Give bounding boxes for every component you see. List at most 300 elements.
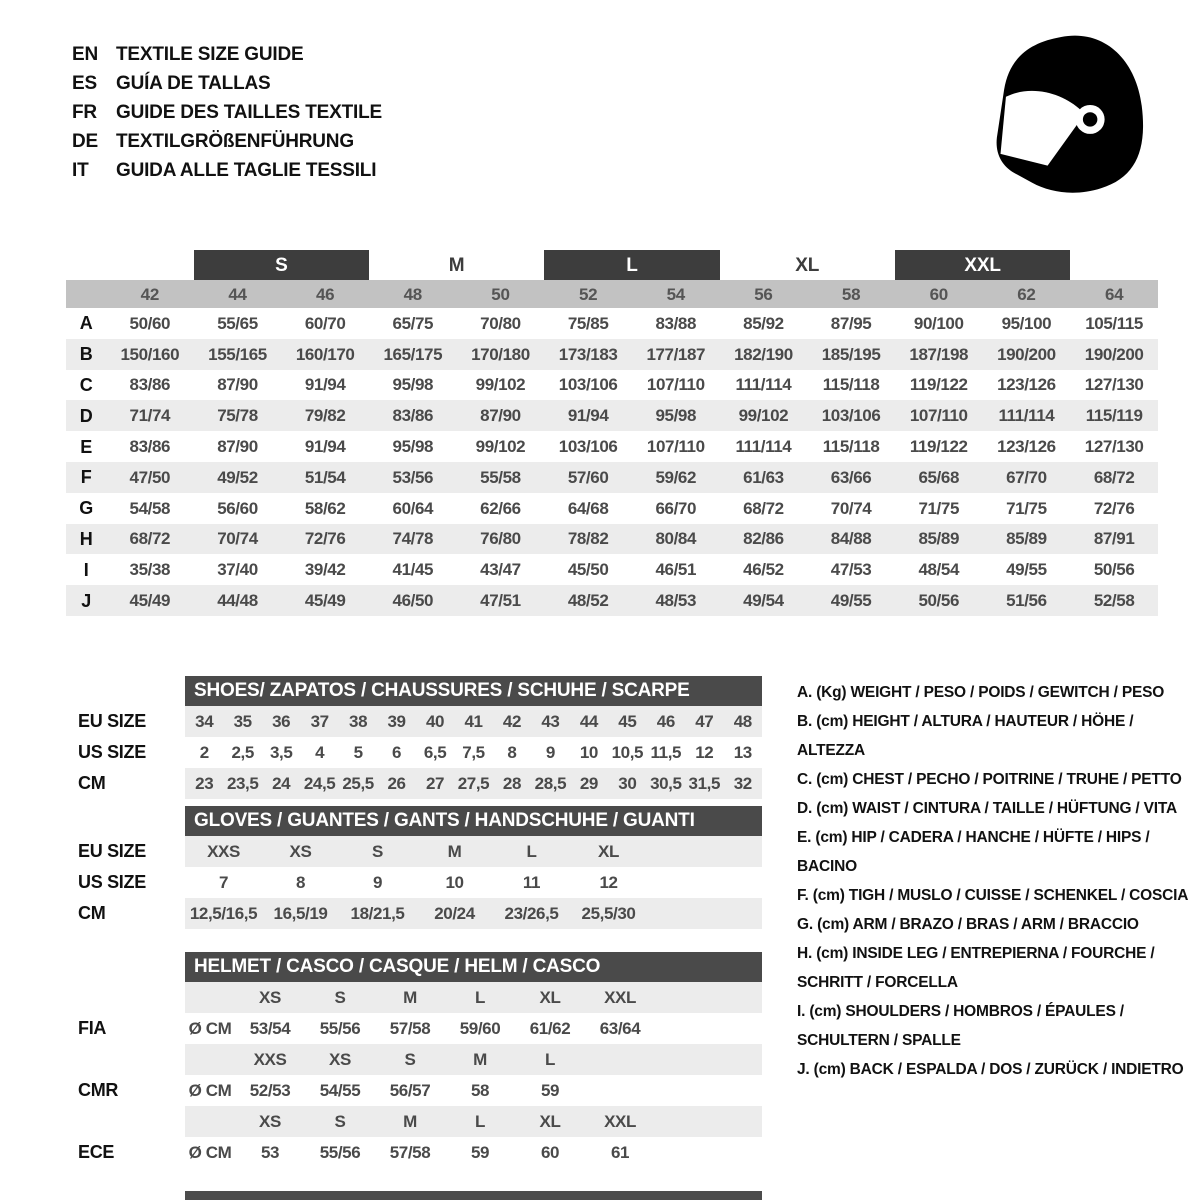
- size-value-cell: 71/75: [1006, 498, 1047, 518]
- column-header-cell: 44: [194, 280, 282, 308]
- value-cell: 25,5/30: [581, 903, 636, 923]
- value-cell: XL: [598, 841, 619, 861]
- size-value-cell: 46/51: [655, 560, 697, 580]
- row-label: F: [66, 462, 106, 493]
- value-cell: 26: [387, 773, 406, 793]
- size-value-cell: 99/102: [475, 437, 526, 457]
- size-value-cell: 58/62: [304, 498, 346, 518]
- size-value-cell: 115/118: [822, 375, 880, 395]
- size-value-cell: 123/126: [997, 375, 1056, 395]
- unit-cell: Ø CM: [188, 1080, 232, 1100]
- value-cell: XS: [329, 1049, 351, 1069]
- value-cell: L: [475, 1111, 485, 1131]
- size-value-cell: 107/110: [646, 437, 705, 457]
- value-cell: 32: [733, 773, 752, 793]
- value-cell: M: [403, 1111, 417, 1131]
- value-cell: 7,5: [462, 742, 485, 762]
- language-code: EN: [72, 44, 98, 65]
- value-cell: 11,5: [650, 742, 682, 762]
- value-cell: 10,5: [611, 742, 644, 762]
- size-value-cell: 82/86: [720, 524, 808, 555]
- gloves-cm-label: CM: [78, 903, 106, 923]
- size-value-cell: 41/45: [392, 560, 434, 580]
- value-cell: 23: [195, 773, 214, 793]
- measurement-row: [66, 308, 1158, 339]
- value-cell: 43: [541, 711, 560, 731]
- size-value-cell: 78/82: [544, 524, 632, 555]
- value-cell: XS: [259, 987, 281, 1007]
- value-cell: 53: [260, 1142, 280, 1162]
- language-row: [72, 69, 382, 98]
- value-cell: 38: [349, 711, 368, 731]
- size-value-cell: 85/89: [895, 524, 983, 555]
- size-value-cell: 123/126: [997, 437, 1056, 457]
- language-title: TEXTILE SIZE GUIDE: [116, 44, 304, 65]
- shoes-cm-row: [185, 768, 762, 799]
- size-value-cell: 95/98: [392, 437, 434, 457]
- size-value-cell: 85/89: [983, 524, 1071, 555]
- size-value-cell: 95/98: [632, 400, 720, 431]
- size-value-cell: 87/95: [830, 313, 872, 333]
- size-value-cell: 37/40: [217, 560, 258, 580]
- size-value-cell: 95/98: [392, 375, 434, 395]
- measurement-legend: [797, 678, 1199, 1084]
- helmet-cmr-values-row: [185, 1075, 762, 1106]
- value-cell: 9: [545, 742, 555, 762]
- size-value-cell: 70/74: [830, 498, 872, 518]
- size-value-cell: 87/90: [217, 437, 258, 457]
- size-value-cell: 91/94: [304, 375, 346, 395]
- size-value-cell: 91/94: [544, 400, 632, 431]
- size-value-cell: 190/200: [983, 339, 1071, 370]
- size-value-cell: 66/70: [655, 498, 697, 518]
- value-cell: 5: [353, 742, 363, 762]
- value-cell: S: [404, 1049, 416, 1069]
- value-cell: 45: [618, 711, 637, 731]
- size-value-cell: 91/94: [304, 437, 346, 457]
- value-cell: 8: [507, 742, 517, 762]
- language-title-list: [72, 40, 382, 185]
- value-cell: 28,5: [534, 773, 567, 793]
- size-value-cell: 90/100: [913, 313, 964, 333]
- measurement-row: [66, 585, 1158, 616]
- value-cell: 58: [470, 1080, 490, 1100]
- legend-item: J. (cm) BACK / ESPALDA / DOS / ZURÜCK / INDIETRO: [797, 1061, 1184, 1078]
- value-cell: XXS: [253, 1049, 287, 1069]
- size-value-cell: 70/74: [194, 524, 282, 555]
- size-value-cell: 80/84: [632, 524, 720, 555]
- language-code: FR: [72, 102, 97, 123]
- value-cell: XS: [289, 841, 312, 861]
- value-cell: 10: [445, 872, 464, 892]
- size-value-cell: 55/58: [457, 462, 545, 493]
- value-cell: 2,5: [231, 742, 254, 762]
- legend-item: A. (Kg) WEIGHT / PESO / POIDS / GEWITCH / PESO: [797, 684, 1165, 701]
- column-header-cell: 64: [1070, 280, 1158, 308]
- measurement-row: [66, 462, 1158, 493]
- size-group-row: [66, 250, 1158, 280]
- value-cell: 2: [199, 742, 209, 762]
- size-value-cell: 190/200: [1070, 339, 1158, 370]
- legend-item: I. (cm) SHOULDERS / HOMBROS / ÉPAULES / SCHULTERN / SPALLE: [797, 1003, 1124, 1049]
- helmet-ece-sizes-row: [185, 1106, 762, 1137]
- size-value-cell: 103/106: [558, 437, 618, 457]
- value-cell: S: [372, 841, 383, 861]
- value-cell: XS: [259, 1111, 281, 1131]
- size-value-cell: 111/114: [983, 400, 1071, 431]
- language-title: TEXTILGRÖßENFÜHRUNG: [116, 131, 354, 152]
- size-value-cell: 103/106: [558, 375, 618, 395]
- size-value-cell: 83/86: [369, 400, 457, 431]
- size-value-cell: 87/90: [457, 400, 545, 431]
- gloves-cm-row: [185, 898, 762, 929]
- size-value-cell: 46/50: [369, 585, 457, 616]
- size-value-cell: 65/75: [392, 313, 434, 333]
- column-header-cell: 56: [720, 280, 808, 308]
- size-value-cell: 165/175: [369, 339, 457, 370]
- value-cell: 18/21,5: [350, 903, 405, 923]
- measurement-row: [66, 370, 1158, 401]
- legend-item: C. (cm) CHEST / PECHO / POITRINE / TRUHE / PETTO: [797, 771, 1182, 788]
- helmet-ece-values-row: [185, 1137, 762, 1168]
- size-value-cell: 177/187: [632, 339, 720, 370]
- size-value-cell: 48/53: [632, 585, 720, 616]
- size-value-cell: 64/68: [567, 498, 609, 518]
- measurement-row: [66, 431, 1158, 462]
- size-value-cell: 43/47: [480, 560, 521, 580]
- helmet-fia-sizes-row: [185, 982, 762, 1013]
- value-cell: 57/58: [389, 1142, 431, 1162]
- value-cell: 60: [540, 1142, 560, 1162]
- value-cell: 30: [618, 773, 637, 793]
- gloves-eu-row: [185, 836, 762, 867]
- size-value-cell: 119/122: [909, 437, 968, 457]
- size-value-cell: 99/102: [475, 375, 526, 395]
- gloves-eu-size-label: EU SIZE: [78, 841, 146, 861]
- size-value-cell: 46/52: [743, 560, 784, 580]
- language-row: [72, 156, 382, 185]
- language-code: ES: [72, 73, 97, 94]
- legend-item: H. (cm) INSIDE LEG / ENTREPIERNA / FOURCHE / SCHRITT / FORCELLA: [797, 945, 1155, 991]
- value-cell: L: [475, 987, 485, 1007]
- size-value-cell: 115/118: [822, 437, 880, 457]
- size-value-cell: 87/90: [217, 375, 258, 395]
- language-code: IT: [72, 160, 89, 181]
- size-value-cell: 95/100: [1001, 313, 1052, 333]
- value-cell: 35: [233, 711, 252, 731]
- value-cell: M: [403, 987, 417, 1007]
- size-value-cell: 111/114: [735, 375, 792, 395]
- size-value-cell: 68/72: [1070, 462, 1158, 493]
- size-value-cell: 99/102: [720, 400, 808, 431]
- shoes-us-row: [185, 737, 762, 768]
- row-label: A: [79, 313, 93, 334]
- size-value-cell: 103/106: [807, 400, 895, 431]
- value-cell: 52/53: [249, 1080, 291, 1100]
- measurement-row: [66, 339, 1158, 370]
- size-group-l: L: [544, 250, 719, 280]
- size-value-cell: 52/58: [1070, 585, 1158, 616]
- size-value-cell: 49/54: [720, 585, 808, 616]
- unit-cell: Ø CM: [188, 1142, 232, 1162]
- value-cell: 59: [540, 1080, 560, 1100]
- value-cell: 47: [695, 711, 714, 731]
- size-value-cell: 67/70: [983, 462, 1071, 493]
- shoes-cm-label: CM: [78, 773, 106, 793]
- helmet-ece-label: ECE: [78, 1142, 115, 1162]
- language-title: GUÍA DE TALLAS: [116, 73, 271, 94]
- spacer-cell: [106, 250, 194, 280]
- size-value-cell: 35/38: [129, 560, 171, 580]
- value-cell: L: [526, 841, 537, 861]
- corner-cell: [66, 280, 106, 308]
- value-cell: XXS: [207, 841, 240, 861]
- size-value-cell: 55/65: [217, 313, 258, 333]
- size-group-s: S: [194, 250, 369, 280]
- row-label: E: [80, 436, 92, 457]
- value-cell: S: [334, 1111, 346, 1131]
- size-value-cell: 47/50: [106, 462, 194, 493]
- size-value-cell: 47/51: [457, 585, 545, 616]
- helmet-fia-values-row: [185, 1013, 762, 1044]
- size-value-cell: 59/62: [632, 462, 720, 493]
- value-cell: 63/64: [599, 1018, 641, 1038]
- corner-cell: [66, 250, 106, 280]
- value-cell: 16,5/19: [273, 903, 328, 923]
- value-cell: 53/54: [249, 1018, 291, 1038]
- size-value-cell: 170/180: [457, 339, 545, 370]
- value-cell: 27,5: [457, 773, 490, 793]
- size-value-cell: 45/50: [567, 560, 609, 580]
- size-value-cell: 49/55: [1006, 560, 1047, 580]
- size-value-cell: 53/56: [369, 462, 457, 493]
- value-cell: 13: [733, 742, 752, 762]
- row-label: I: [83, 559, 89, 580]
- legend-item: D. (cm) WAIST / CINTURA / TAILLE / HÜFTUNG / VITA: [797, 800, 1177, 817]
- size-value-cell: 71/74: [106, 400, 194, 431]
- size-value-cell: 60/64: [392, 498, 434, 518]
- value-cell: 61/62: [529, 1018, 571, 1038]
- shoes-eu-size-label: EU SIZE: [78, 711, 146, 731]
- size-value-cell: 57/60: [544, 462, 632, 493]
- size-value-cell: 105/115: [1085, 313, 1143, 333]
- size-value-cell: 75/78: [194, 400, 282, 431]
- size-group-xl: XL: [795, 254, 820, 276]
- shoes-us-size-label: US SIZE: [78, 742, 146, 762]
- size-value-cell: 63/66: [807, 462, 895, 493]
- size-group-m: M: [448, 254, 465, 276]
- row-label: D: [66, 400, 106, 431]
- language-code: DE: [72, 131, 98, 152]
- size-value-cell: 44/48: [194, 585, 282, 616]
- row-label: J: [66, 585, 106, 616]
- size-value-cell: 173/183: [544, 339, 632, 370]
- size-value-cell: 50/56: [895, 585, 983, 616]
- language-row: [72, 40, 382, 69]
- size-value-cell: 111/114: [735, 437, 792, 457]
- size-value-cell: 127/130: [1084, 375, 1144, 395]
- value-cell: M: [447, 841, 462, 861]
- size-value-cell: 119/122: [909, 375, 968, 395]
- value-cell: XXL: [604, 1111, 636, 1131]
- size-value-cell: 49/55: [807, 585, 895, 616]
- size-value-cell: 74/78: [369, 524, 457, 555]
- helmet-fia-label: FIA: [78, 1018, 107, 1038]
- size-value-cell: 187/198: [895, 339, 983, 370]
- value-cell: 12,5/16,5: [189, 903, 258, 923]
- size-value-cell: 68/72: [743, 498, 784, 518]
- value-cell: L: [545, 1049, 555, 1069]
- size-value-cell: 71/75: [918, 498, 959, 518]
- legend-item: E. (cm) HIP / CADERA / HANCHE / HÜFTE / HIPS / BACINO: [797, 829, 1150, 875]
- size-value-cell: 51/54: [281, 462, 369, 493]
- value-cell: 27: [425, 773, 445, 793]
- value-cell: 57/58: [389, 1018, 431, 1038]
- value-cell: 8: [295, 872, 306, 892]
- value-cell: 39: [387, 711, 406, 731]
- value-cell: M: [473, 1049, 487, 1069]
- column-header-cell: 58: [807, 280, 895, 308]
- value-cell: XXL: [604, 987, 636, 1007]
- garment-size-table: [66, 250, 1158, 616]
- size-value-cell: 70/80: [480, 313, 521, 333]
- gloves-us-size-label: US SIZE: [78, 872, 146, 892]
- value-cell: 28: [502, 773, 521, 793]
- size-value-cell: 115/119: [1070, 400, 1158, 431]
- size-value-cell: 107/110: [646, 375, 705, 395]
- unit-cell: Ø CM: [188, 1018, 232, 1038]
- size-value-cell: 62/66: [480, 498, 521, 518]
- column-header-cell: 62: [983, 280, 1071, 308]
- value-cell: 36: [272, 711, 291, 731]
- row-label: C: [79, 374, 93, 395]
- size-value-cell: 107/110: [895, 400, 983, 431]
- size-value-cell: 182/190: [720, 339, 808, 370]
- value-cell: 41: [464, 711, 483, 731]
- size-value-cell: 75/85: [567, 313, 609, 333]
- row-label: B: [66, 339, 106, 370]
- value-cell: S: [334, 987, 346, 1007]
- size-value-cell: 39/42: [304, 560, 346, 580]
- size-value-cell: 45/49: [106, 585, 194, 616]
- size-value-cell: 48/52: [544, 585, 632, 616]
- value-cell: 6,5: [423, 742, 447, 762]
- row-label: G: [79, 498, 93, 519]
- legend-item: G. (cm) ARM / BRAZO / BRAS / ARM / BRACCIO: [797, 916, 1139, 933]
- gloves-section-header: GLOVES / GUANTES / GANTS / HANDSCHUHE / GUANTI: [185, 806, 762, 836]
- row-label: H: [66, 524, 106, 555]
- size-value-cell: 185/195: [807, 339, 895, 370]
- shoes-section-header: SHOES/ ZAPATOS / CHAUSSURES / SCHUHE / SCARPE: [185, 676, 762, 706]
- spacer-cell: [1070, 250, 1158, 280]
- size-value-cell: 45/49: [281, 585, 369, 616]
- helmet-section-header: HELMET / CASCO / CASQUE / HELM / CASCO: [185, 952, 762, 982]
- value-cell: 20/24: [434, 903, 475, 923]
- value-cell: 10: [579, 742, 598, 762]
- column-header-cell: 50: [457, 280, 545, 308]
- value-cell: 6: [392, 742, 402, 762]
- legend-item: F. (cm) TIGH / MUSLO / CUISSE / SCHENKEL / COSCIA: [797, 887, 1189, 904]
- racing-helmet-icon: [975, 28, 1160, 200]
- value-cell: 9: [372, 872, 383, 892]
- shoes-eu-row: [185, 706, 762, 737]
- helmet-cmr-sizes-row: [185, 1044, 762, 1075]
- size-value-cell: 76/80: [457, 524, 545, 555]
- gloves-us-row: [185, 867, 762, 898]
- size-value-cell: 56/60: [217, 498, 258, 518]
- value-cell: 25,5: [342, 773, 374, 793]
- column-header-cell: 52: [544, 280, 632, 308]
- value-cell: 23/26,5: [504, 903, 559, 923]
- value-cell: 34: [195, 711, 214, 731]
- column-header-cell: 54: [632, 280, 720, 308]
- value-cell: 3,5: [269, 742, 293, 762]
- value-cell: 12: [599, 872, 618, 892]
- value-cell: 11: [522, 872, 541, 892]
- measurement-row: [66, 524, 1158, 555]
- size-value-cell: 87/91: [1070, 524, 1158, 555]
- value-cell: 42: [502, 711, 521, 731]
- helmet-cmr-label: CMR: [78, 1080, 119, 1100]
- value-cell: 56/57: [389, 1080, 431, 1100]
- value-cell: 4: [315, 742, 325, 762]
- size-value-cell: 48/54: [918, 560, 959, 580]
- size-value-cell: 83/88: [655, 313, 697, 333]
- legend-item: B. (cm) HEIGHT / ALTURA / HAUTEUR / HÖHE / ALTEZZA: [797, 713, 1134, 759]
- measurement-row: [66, 400, 1158, 431]
- size-value-cell: 65/68: [895, 462, 983, 493]
- language-row: [72, 127, 382, 156]
- value-cell: 24: [272, 773, 291, 793]
- value-cell: 55/56: [319, 1142, 361, 1162]
- size-value-cell: 85/92: [743, 313, 784, 333]
- size-value-cell: 54/58: [129, 498, 171, 518]
- size-value-cell: 68/72: [106, 524, 194, 555]
- value-cell: 48: [733, 711, 752, 731]
- value-cell: 37: [310, 711, 329, 731]
- size-group-xxl: XXL: [895, 250, 1070, 280]
- value-cell: 7: [218, 872, 229, 892]
- value-cell: 44: [579, 711, 598, 731]
- language-title: GUIDE DES TAILLES TEXTILE: [116, 102, 382, 123]
- value-cell: 55/56: [319, 1018, 361, 1038]
- size-value-cell: 61/63: [720, 462, 808, 493]
- value-cell: 24,5: [303, 773, 336, 793]
- value-cell: 40: [425, 711, 445, 731]
- language-title: GUIDA ALLE TAGLIE TESSILI: [116, 160, 377, 181]
- size-value-cell: 72/76: [281, 524, 369, 555]
- value-cell: 59/60: [459, 1018, 501, 1038]
- size-value-cell: 83/86: [129, 375, 171, 395]
- value-cell: 30,5: [650, 773, 682, 793]
- column-header-cell: 60: [895, 280, 983, 308]
- size-value-cell: 160/170: [281, 339, 369, 370]
- size-value-cell: 83/86: [129, 437, 171, 457]
- size-value-cell: 50/60: [129, 313, 171, 333]
- value-cell: 31,5: [688, 773, 721, 793]
- size-value-cell: 49/52: [194, 462, 282, 493]
- size-value-cell: 72/76: [1093, 498, 1135, 518]
- value-cell: 23,5: [226, 773, 259, 793]
- value-cell: 59: [470, 1142, 490, 1162]
- size-value-cell: 50/56: [1093, 560, 1135, 580]
- size-value-cell: 60/70: [304, 313, 346, 333]
- column-header-cell: 48: [369, 280, 457, 308]
- size-value-cell: 51/56: [983, 585, 1071, 616]
- size-value-cell: 150/160: [106, 339, 194, 370]
- value-cell: 12: [695, 742, 714, 762]
- value-cell: 46: [656, 711, 675, 731]
